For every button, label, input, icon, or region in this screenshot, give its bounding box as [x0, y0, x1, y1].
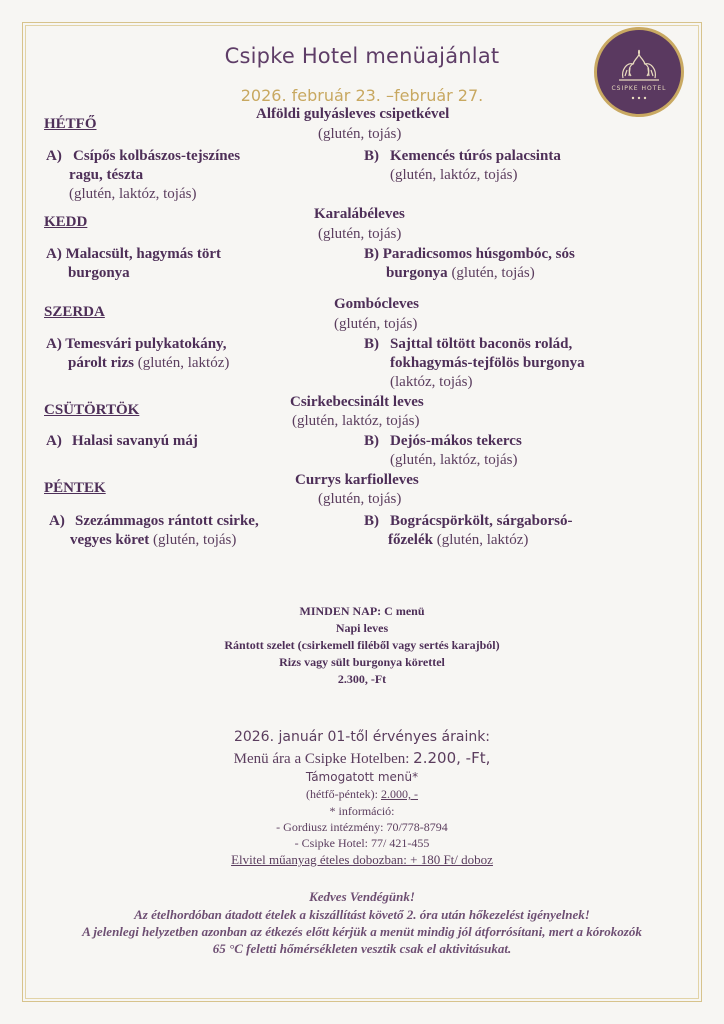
thursday-option-a-label: A)	[46, 433, 62, 449]
monday-option-a-line1: Csípős kolbászos-tejszínes	[73, 148, 241, 164]
supported-menu-price: 2.000, -	[380, 787, 418, 801]
c-menu-main: Rántott szelet (csirkemell filéből vagy sertés karajból)	[224, 638, 500, 652]
friday-option-a-allergens: (glutén, tojás)	[153, 532, 237, 548]
menu-price-value: 2.200, -Ft,	[413, 749, 491, 767]
tuesday-option-b-line2	[386, 264, 535, 283]
tuesday-soup: Karalábéleves	[314, 206, 405, 222]
page-title: Csipke Hotel menüajánlat	[224, 44, 500, 68]
wednesday-option-a-allergens: (glutén, laktóz)	[137, 355, 230, 371]
tuesday-option-b-line1: B) Paradicsomos húsgombóc, sós	[364, 246, 575, 262]
wednesday-option-a-line1: A) Temesvári pulykatokány,	[46, 336, 227, 352]
friday-option-b-label: B)	[364, 513, 379, 529]
supported-menu-label: Támogatott menü*	[305, 770, 419, 784]
wednesday-option-b-line2: fokhagymás-tejfölös burgonya	[390, 355, 585, 371]
menu-price-line	[0, 749, 724, 768]
thursday-soup-allergens: (glutén, laktóz, tojás)	[292, 413, 420, 429]
day-heading-thursday: CSÜTÖRTÖK	[44, 402, 140, 418]
c-menu-block	[0, 603, 724, 688]
day-heading-tuesday: KEDD	[44, 214, 88, 230]
friday-option-a-line1: Szezámmagos rántott csirke,	[75, 513, 259, 529]
tuesday-option-b-allergens: (glutén, tojás)	[451, 265, 535, 281]
friday-option-a-line2	[70, 531, 236, 550]
monday-option-b-line1: Kemencés túrós palacsinta	[390, 148, 561, 164]
thursday-option-b-allergens: (glutén, laktóz, tojás)	[390, 452, 518, 468]
menu-price-label: Menü ára a Csipke Hotelben:	[233, 751, 410, 767]
notice-line2: A jelenlegi helyzetben azonban az étkezés előtt kérjük a menüt mindig jól átforrósítani, mert a kórokozók	[82, 924, 642, 939]
info-gordiusz: - Gordiusz intézmény: 70/778-8794	[276, 820, 448, 834]
friday-option-b-allergens: (glutén, laktóz)	[436, 532, 529, 548]
tuesday-option-a-line2: burgonya	[68, 265, 130, 281]
friday-option-b-line2-dish: főzelék	[388, 532, 433, 548]
day-heading-wednesday: SZERDA	[44, 304, 105, 320]
tuesday-option-a-line1: A) Malacsült, hagymás tört	[46, 246, 221, 262]
c-menu-price: 2.300, -Ft	[337, 672, 387, 686]
notice-line3: 65 °C feletti hőmérsékleten vesztik csak el aktivitásukat.	[212, 941, 512, 956]
tuesday-option-b-line2-dish: burgonya	[386, 265, 448, 281]
wednesday-option-a-line2-dish: párolt rizs	[68, 355, 134, 371]
friday-soup-allergens: (glutén, tojás)	[318, 491, 402, 507]
thursday-soup: Csirkebecsinált leves	[290, 394, 424, 410]
thursday-option-a-line1: Halasi savanyú máj	[72, 433, 198, 449]
date-range: 2026. február 23. –február 27.	[240, 86, 484, 105]
wednesday-option-b-label: B)	[364, 336, 379, 352]
wednesday-option-b-allergens: (laktóz, tojás)	[390, 374, 473, 390]
supported-menu-line	[0, 787, 724, 802]
monday-option-b-label: B)	[364, 148, 379, 164]
monday-option-a-line2: ragu, tészta	[69, 167, 144, 183]
thursday-option-b-line1: Dejós-mákos tekercs	[390, 433, 522, 449]
friday-option-a-line2-dish: vegyes köret	[70, 532, 150, 548]
monday-soup-allergens: (glutén, tojás)	[318, 126, 402, 142]
monday-soup: Alföldi gulyásleves csipetkével	[256, 106, 450, 122]
monday-option-a-label: A)	[46, 148, 62, 164]
friday-soup: Currys karfiolleves	[295, 472, 419, 488]
day-heading-monday: HÉTFŐ	[44, 116, 97, 132]
notice-greeting: Kedves Vendégünk!	[309, 889, 415, 904]
swan-icon	[597, 30, 681, 114]
friday-option-b-line1: Bográcspörkölt, sárgaborsó-	[390, 513, 573, 529]
wednesday-soup: Gombócleves	[334, 296, 419, 312]
info-csipke-hotel: - Csipke Hotel: 77/ 421-455	[294, 836, 430, 850]
wednesday-option-a-line2	[68, 354, 229, 373]
wednesday-soup-allergens: (glutén, tojás)	[334, 316, 418, 332]
c-menu-side: Rizs vagy sült burgonya körettel	[279, 655, 445, 669]
notice-line1: Az ételhordóban átadott ételek a kiszállítást követő 2. óra után hőkezelést igényelnek!	[134, 907, 590, 922]
prices-heading: 2026. január 01-től érvényes áraink:	[233, 729, 491, 745]
c-menu-heading: MINDEN NAP: C menü	[299, 604, 425, 618]
thursday-option-b-label: B)	[364, 433, 379, 449]
wednesday-option-b-line1: Sajttal töltött baconös rolád,	[390, 336, 573, 352]
takeaway-fee: Elvitel műanyag ételes dobozban: + 180 Ft/ doboz	[231, 852, 493, 867]
day-heading-friday: PÉNTEK	[44, 480, 106, 496]
monday-option-a-allergens: (glutén, laktóz, tojás)	[69, 186, 197, 202]
tuesday-soup-allergens: (glutén, tojás)	[318, 226, 402, 242]
info-label: * információ:	[329, 804, 395, 818]
supported-menu-days: (hétfő-péntek):	[306, 787, 378, 801]
monday-option-b-allergens: (glutén, laktóz, tojás)	[390, 167, 518, 183]
hotel-logo	[594, 27, 684, 117]
logo-text: CSIPKE HOTEL	[611, 85, 667, 92]
c-menu-soup: Napi leves	[335, 621, 389, 635]
friday-option-b-line2	[388, 531, 528, 550]
friday-option-a-label: A)	[49, 513, 65, 529]
